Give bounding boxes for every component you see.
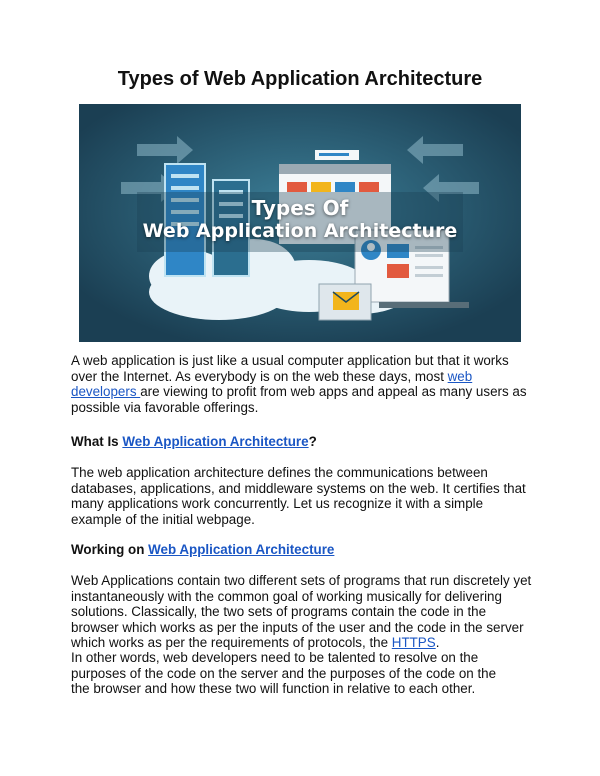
text-span: over the Internet. As everybody is on the web these days, most	[71, 368, 448, 384]
other-words-paragraph	[71, 650, 533, 697]
envelope-icon	[319, 284, 371, 320]
text-line: purposes of the code on the server and the purposes of the code on the	[71, 665, 497, 681]
text-line: instantaneously with the common goal of working musically for delivering	[71, 588, 502, 604]
text-line: possible via favorable offerings.	[71, 399, 259, 415]
text-line: browser which works as per the inputs of the user and the code in the server	[71, 619, 524, 635]
text-line: The web application architecture defines the communications between	[71, 465, 488, 480]
web-app-architecture-link[interactable]: Web Application Architecture	[122, 434, 309, 449]
text-line: Web Applications contain two different sets of programs that run discretely yet	[71, 573, 532, 588]
text-span: are viewing to profit from web apps and appeal as many users as	[140, 384, 527, 400]
page-title: Types of Web Application Architecture	[117, 68, 483, 90]
text-span: .	[435, 635, 440, 651]
text-line: many applications work concurrently. Let us recognize it with a simple	[71, 496, 484, 512]
text-line: A web application is just like a usual computer application but that it works	[71, 353, 509, 368]
working-paragraph	[71, 573, 533, 651]
web-developers-link-cont[interactable]: developers	[71, 384, 141, 400]
intro-paragraph	[71, 353, 533, 415]
text-line	[71, 369, 533, 385]
definition-paragraph	[71, 465, 533, 527]
text-span: which works as per the requirements of protocols, the	[71, 635, 392, 651]
text-line: databases, applications, and middleware systems on the web. It certifies that	[71, 480, 526, 496]
heading-text: Working on	[71, 542, 149, 557]
heading-text: What Is	[71, 434, 123, 449]
text-line: In other words, web developers need to be talented to resolve on the	[71, 650, 479, 665]
text-line: example of the initial webpage.	[71, 511, 255, 527]
text-line	[71, 384, 533, 400]
web-app-architecture-link-2[interactable]: Web Application Architecture	[148, 542, 335, 557]
https-link[interactable]: HTTPS	[391, 635, 436, 651]
section-heading-working-on	[71, 542, 531, 557]
text-line: the browser and how these two will function in relative to each other.	[71, 681, 476, 697]
web-developers-link[interactable]: web	[447, 368, 473, 384]
text-line	[71, 635, 533, 651]
hero-image	[79, 104, 521, 342]
section-heading-what-is	[71, 434, 531, 449]
text-line: solutions. Classically, the two sets of programs contain the code in the	[71, 604, 487, 620]
hero-caption-line2: Web Application Architecture	[142, 220, 458, 242]
hero-caption-line1: Types Of	[251, 196, 349, 220]
heading-text: ?	[308, 434, 317, 449]
